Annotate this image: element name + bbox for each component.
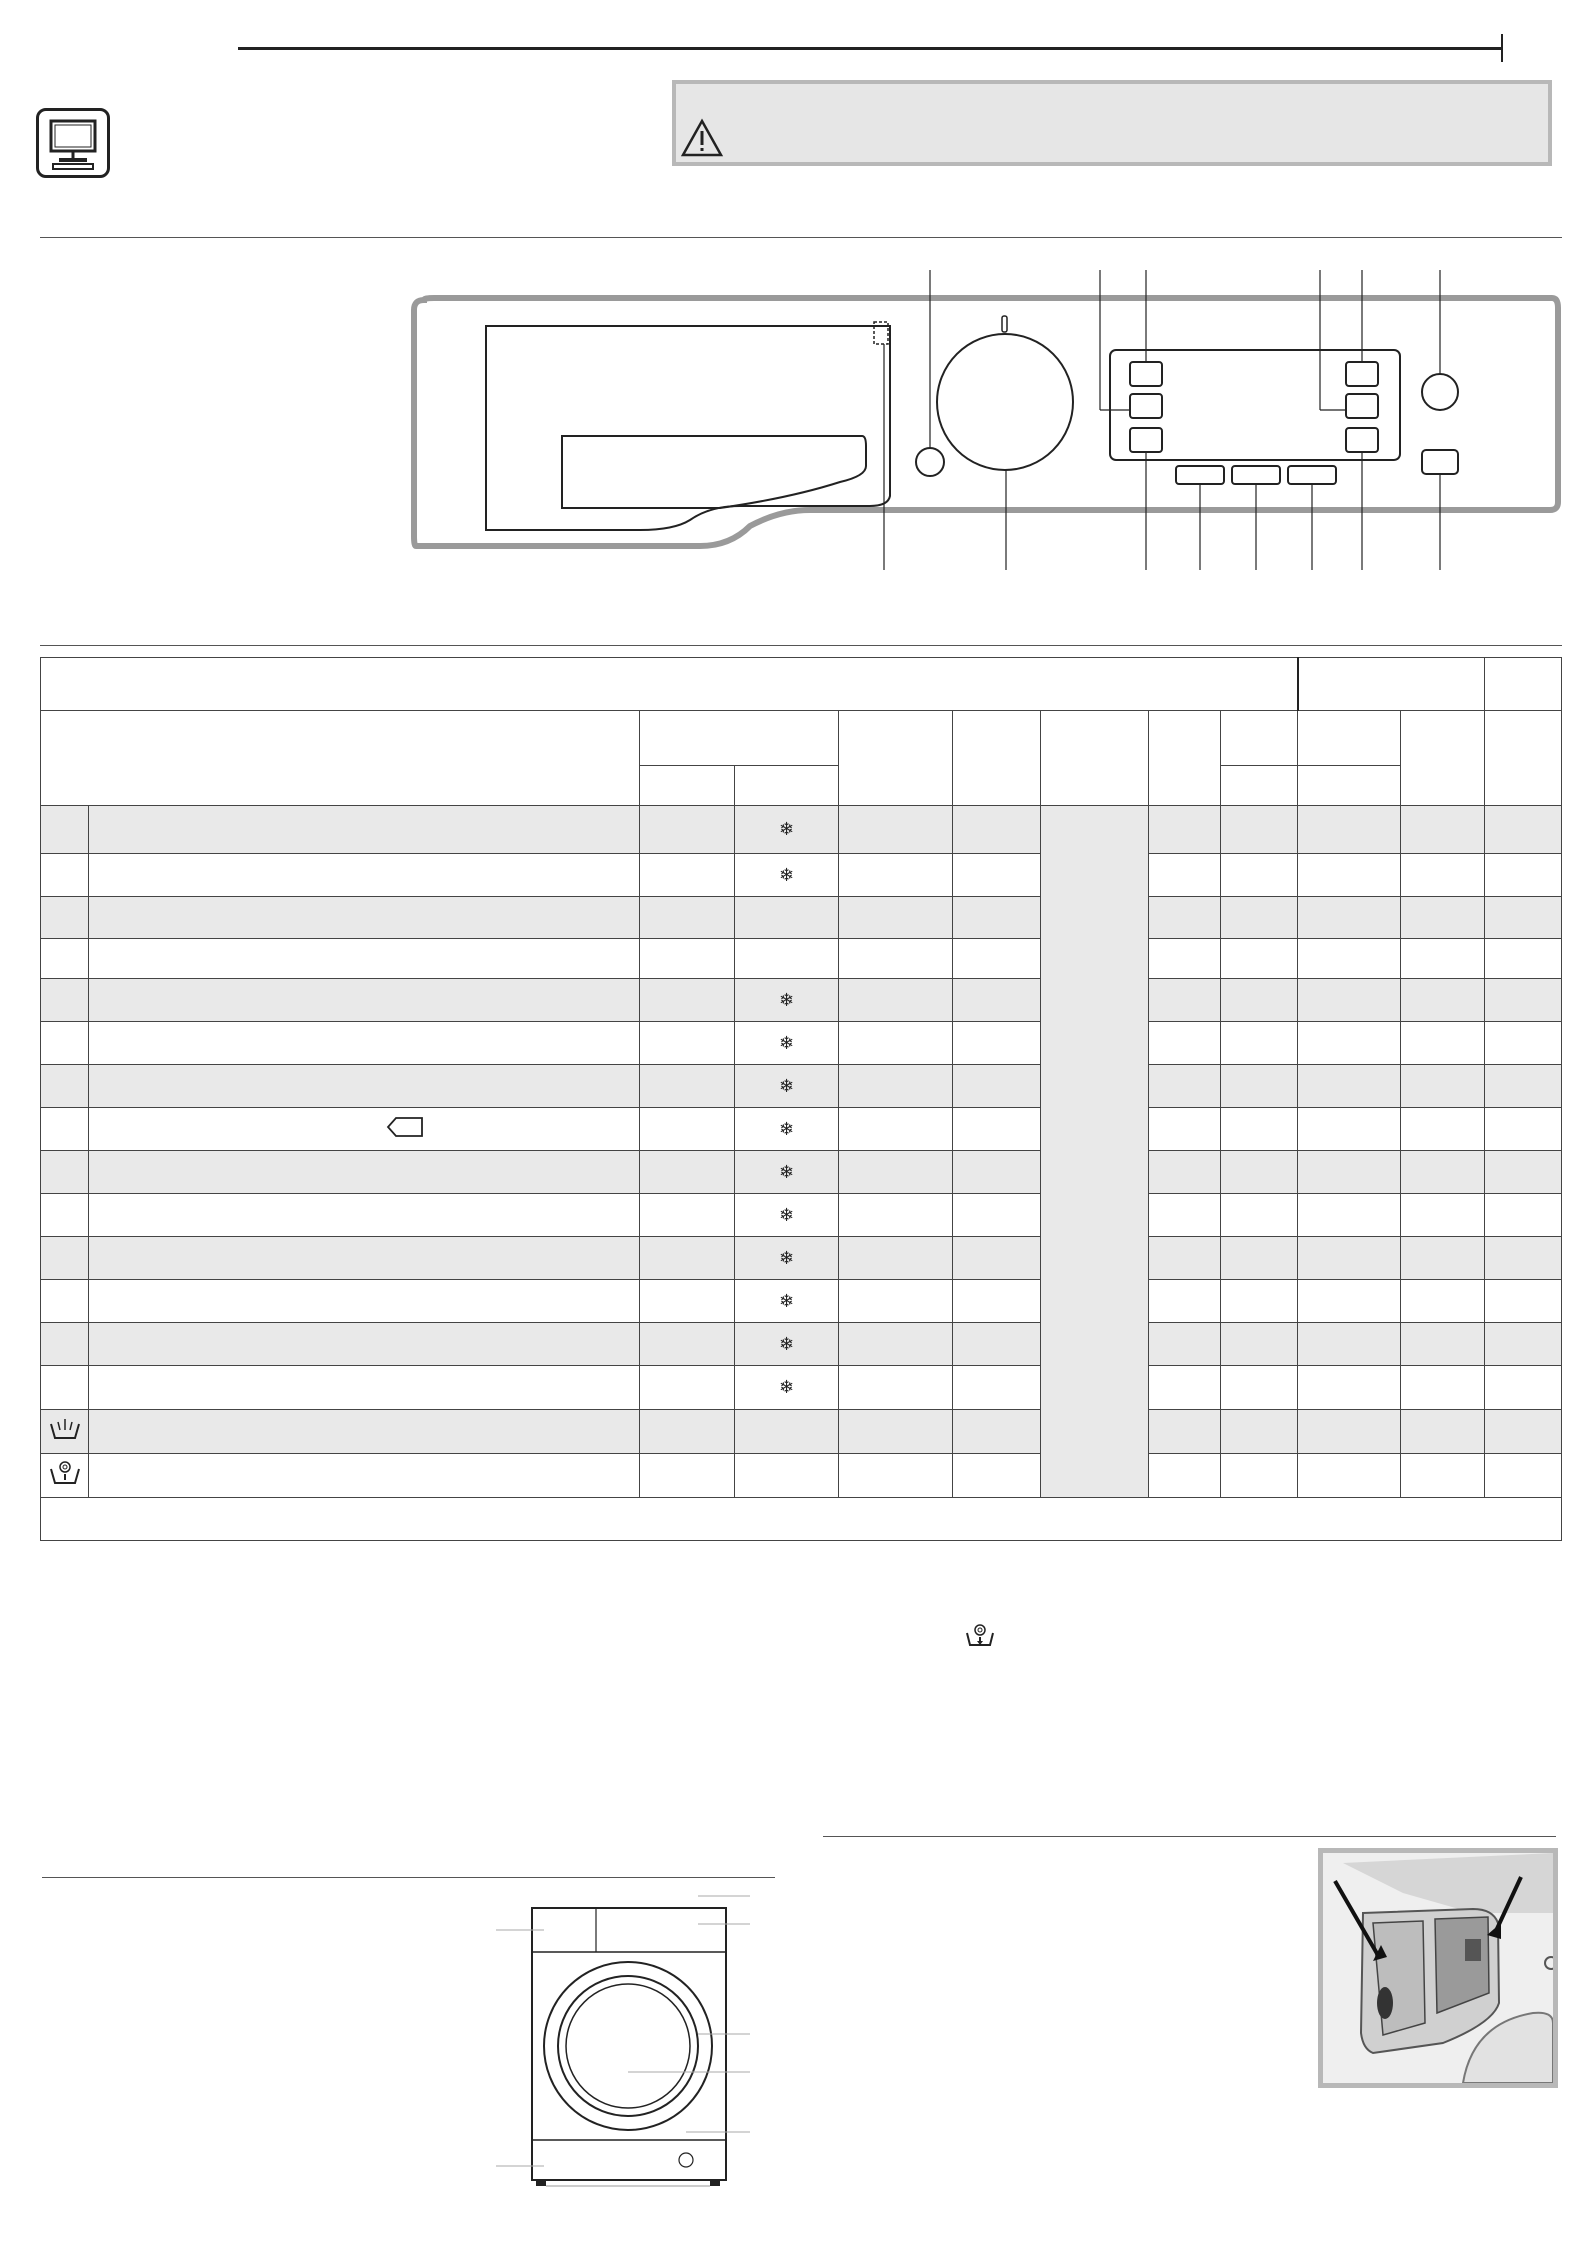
table-row xyxy=(41,1022,1562,1065)
cold-wash-icon: ❄ xyxy=(778,819,795,839)
section-divider xyxy=(42,1877,775,1878)
row-icon-cell xyxy=(41,806,89,854)
start-knob xyxy=(1422,374,1458,410)
row-icon-cell xyxy=(41,1108,89,1151)
top-rule xyxy=(238,47,1502,50)
table-subheader-row xyxy=(41,711,1562,766)
row-icon-cell xyxy=(41,854,89,897)
table-row xyxy=(41,1280,1562,1323)
row-icon-cell xyxy=(41,1454,89,1498)
warning-triangle-icon xyxy=(680,118,724,158)
table-row xyxy=(41,939,1562,979)
row-icon-cell xyxy=(41,1410,89,1454)
cold-wash-icon: ❄ xyxy=(778,1118,795,1139)
table-row xyxy=(41,897,1562,939)
row-icon-cell xyxy=(41,1151,89,1194)
row-icon-cell xyxy=(41,1280,89,1323)
row-icon-cell xyxy=(41,979,89,1022)
cold-wash-icon: ❄ xyxy=(778,1075,795,1096)
spin-drain-icon xyxy=(48,1459,82,1487)
power-button xyxy=(916,448,944,476)
table-row xyxy=(41,1454,1562,1498)
section-divider xyxy=(823,1836,1556,1837)
table-row xyxy=(41,979,1562,1022)
table-header-row xyxy=(41,658,1562,711)
section-divider xyxy=(40,645,1562,646)
row-icon-cell xyxy=(41,1366,89,1410)
row-icon-cell xyxy=(41,1194,89,1237)
monitor-icon xyxy=(36,108,110,178)
label-tag-icon xyxy=(386,1116,424,1138)
cold-wash-icon: ❄ xyxy=(778,1333,795,1354)
program-table xyxy=(40,657,1562,1541)
display-panel xyxy=(1110,350,1400,460)
detergent-drawer-outline xyxy=(486,326,890,530)
spin-drain-icon xyxy=(964,1623,996,1651)
table-row xyxy=(41,1151,1562,1194)
table-row xyxy=(41,1194,1562,1237)
washing-machine-diagram xyxy=(488,1886,770,2192)
table-row xyxy=(41,1323,1562,1366)
warning-box xyxy=(672,80,1552,166)
table-row xyxy=(41,1237,1562,1280)
table-row xyxy=(41,1065,1562,1108)
cold-wash-icon: ❄ xyxy=(778,1161,795,1182)
table-row xyxy=(41,806,1562,854)
row-icon-cell xyxy=(41,1237,89,1280)
table-row xyxy=(41,1108,1562,1151)
cold-wash-icon: ❄ xyxy=(778,1290,795,1311)
cold-wash-icon: ❄ xyxy=(778,1377,795,1397)
control-panel-diagram xyxy=(410,270,1570,580)
row-icon-cell xyxy=(41,1323,89,1366)
table-row xyxy=(41,1410,1562,1454)
detergent-drawer-photo xyxy=(1323,1853,1553,2083)
cold-wash-icon: ❄ xyxy=(778,1204,795,1225)
cold-wash-icon: ❄ xyxy=(778,864,795,885)
cold-wash-icon: ❄ xyxy=(778,1247,795,1268)
section-divider xyxy=(40,237,1562,238)
top-rule-end-tick xyxy=(1501,34,1503,62)
detergent-drawer-photo-frame xyxy=(1318,1848,1558,2088)
row-icon-cell xyxy=(41,897,89,939)
row-icon-cell xyxy=(41,1022,89,1065)
program-knob xyxy=(937,334,1073,470)
rinse-icon xyxy=(48,1416,82,1442)
table-footer-row xyxy=(41,1498,1562,1541)
drawer-handle xyxy=(562,436,866,508)
row-icon-cell xyxy=(41,1065,89,1108)
table-row xyxy=(41,1366,1562,1410)
cold-wash-icon: ❄ xyxy=(778,989,795,1010)
row-icon-cell xyxy=(41,939,89,979)
cold-wash-icon: ❄ xyxy=(778,1032,795,1053)
table-row xyxy=(41,854,1562,897)
